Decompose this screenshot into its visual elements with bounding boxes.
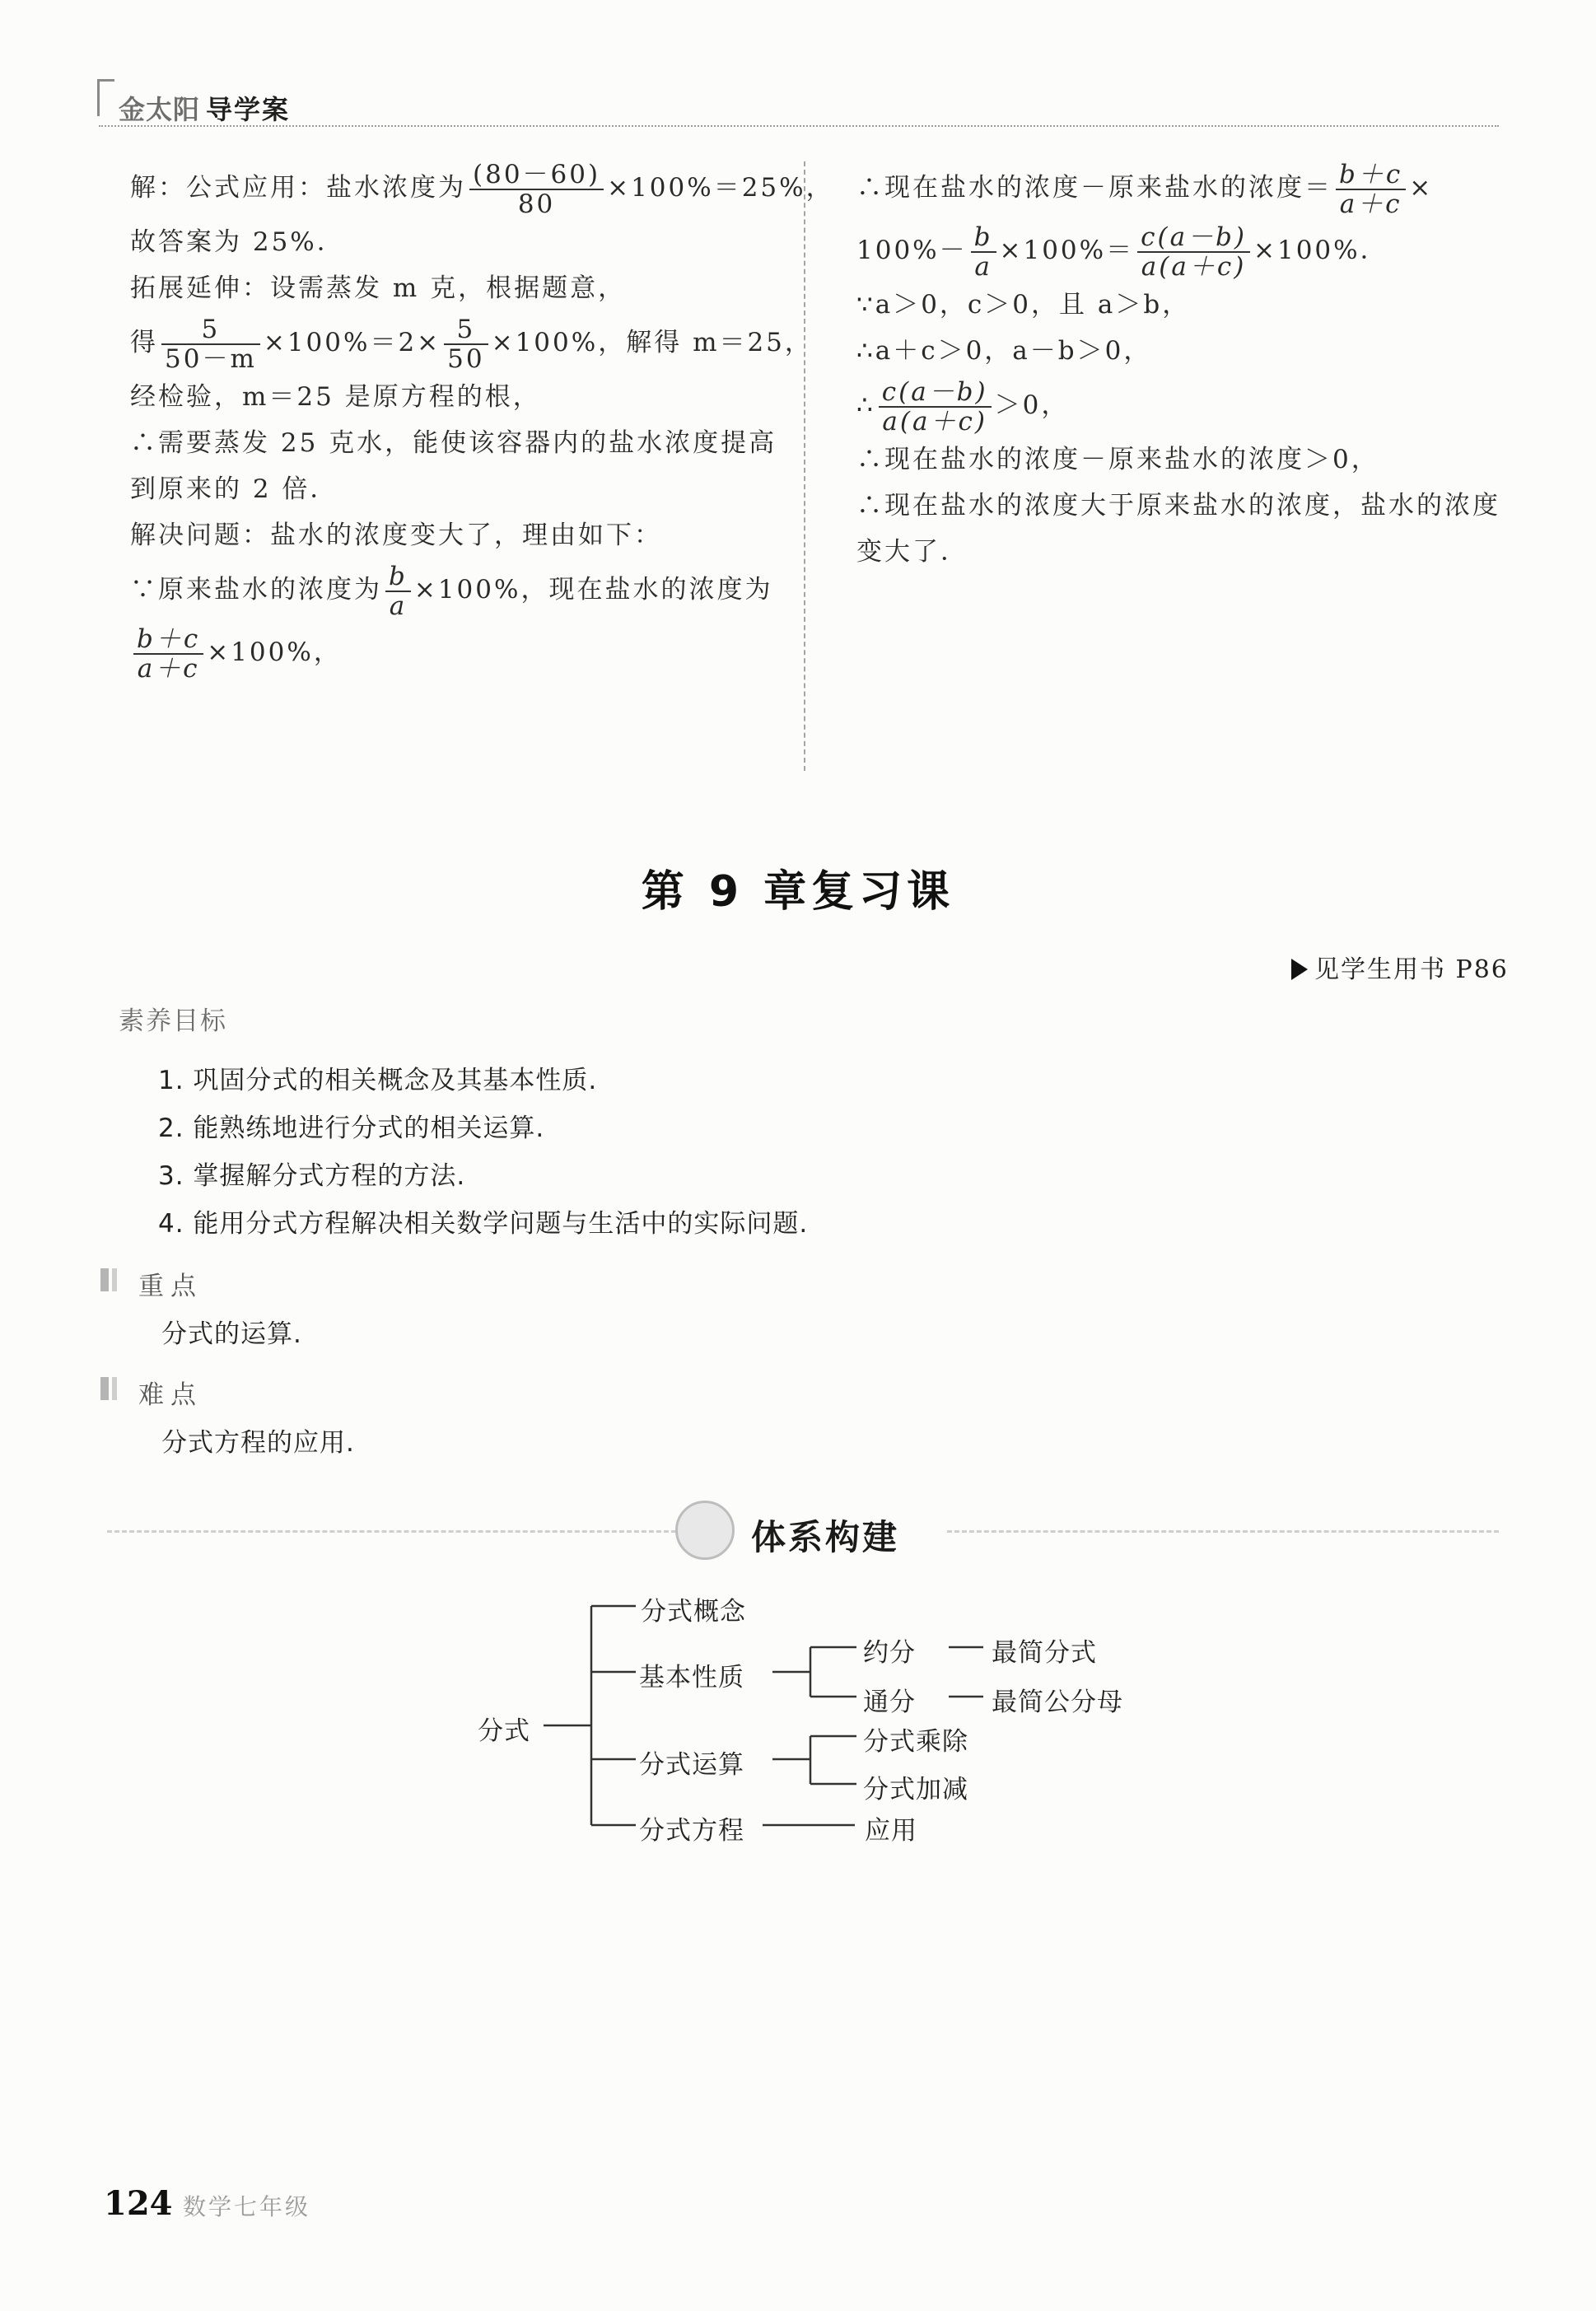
fraction: [1336, 161, 1406, 218]
solution-text: ∴: [856, 390, 875, 420]
solution-line-r2: [856, 219, 1515, 282]
fraction-numerator: c(a－b): [1137, 223, 1250, 253]
reference-text: 见学生用书 P86: [1314, 955, 1509, 984]
header-divider: [99, 125, 1499, 127]
fraction-numerator: 5: [444, 315, 488, 345]
difficulty-marker: [112, 1377, 117, 1400]
goal-item: 1. 巩固分式的相关概念及其基本性质.: [158, 1066, 598, 1095]
solution-line-r7: ∴现在盐水的浓度大于原来盐水的浓度，盐水的浓度: [856, 491, 1500, 521]
banner-rule-left: [107, 1530, 684, 1533]
key-point-text: 分式的运算.: [161, 1319, 302, 1349]
tree-node-reduce-result: 最简分式: [992, 1638, 1097, 1668]
fraction-denominator: a: [389, 591, 408, 621]
solution-text: ∵原来盐水的浓度为: [130, 575, 382, 605]
solution-line-5: 经检验，m＝25 是原方程的根，: [130, 382, 541, 412]
fraction-denominator: a＋c: [137, 653, 200, 684]
fraction-denominator: a＋c: [1339, 189, 1402, 219]
solution-text: ×100%，: [207, 637, 342, 667]
solution-line-6: ∴需要蒸发 25 克水，能使该容器内的盐水浓度提高: [130, 428, 777, 458]
solution-line-8: 解决问题：盐水的浓度变大了，理由如下：: [130, 521, 662, 550]
chapter-title: 第 9 章复习课: [641, 867, 955, 917]
tree-node-concept: 分式概念: [641, 1597, 746, 1627]
banner-rule-right: [947, 1530, 1499, 1533]
fraction: [161, 315, 260, 373]
solution-text: ×: [1409, 173, 1434, 203]
goals-heading: 素养目标: [119, 1006, 227, 1036]
header-corner-mark: [97, 79, 114, 116]
fraction: [1137, 223, 1250, 281]
solution-line-7: 到原来的 2 倍．: [130, 474, 338, 504]
solution-line-r6: ∴现在盐水的浓度－原来盐水的浓度＞0，: [856, 445, 1379, 474]
goal-item: 4. 能用分式方程解决相关数学问题与生活中的实际问题.: [158, 1209, 809, 1239]
tree-node-muldiv: 分式乘除: [863, 1727, 968, 1757]
solution-line-r3: ∵a＞0，c＞0，且 a＞b，: [856, 290, 1191, 320]
student-book-reference: [1291, 949, 1509, 985]
tree-node-addsub: 分式加减: [863, 1775, 968, 1804]
solution-text: ×100%＝: [999, 236, 1135, 265]
key-point-marker: [100, 1268, 109, 1291]
solution-line-9: [130, 558, 789, 621]
tree-node-property: 基本性质: [639, 1663, 744, 1692]
header-brand: 金太阳: [119, 94, 201, 125]
solution-text: ＞0，: [994, 390, 1070, 420]
footer-book-title: 数学七年级: [183, 2193, 311, 2220]
goal-item: 3. 掌握解分式方程的方法.: [158, 1161, 466, 1191]
solution-line-2: 故答案为 25%．: [130, 227, 345, 257]
column-divider: [804, 161, 805, 771]
key-point-label: 重点: [138, 1272, 203, 1301]
tree-node-reduce: 约分: [863, 1638, 916, 1668]
difficulty-label: 难点: [138, 1380, 203, 1410]
fraction: [133, 625, 203, 683]
tree-node-apply: 应用: [865, 1816, 917, 1846]
tree-node-ops: 分式运算: [639, 1750, 744, 1780]
solution-text: 解：公式应用：盐水浓度为: [130, 173, 466, 203]
fraction-denominator: 50: [447, 343, 485, 374]
fraction: [879, 378, 992, 436]
system-title: 体系构建: [751, 1517, 900, 1557]
solution-line-4: [130, 311, 813, 374]
left-column: [130, 156, 834, 684]
fraction-numerator: b＋c: [1336, 161, 1406, 190]
fraction-denominator: a: [974, 251, 992, 282]
fraction-denominator: 80: [517, 189, 556, 219]
solution-line-10: [130, 621, 789, 684]
solution-text: ×100%＝2×: [263, 328, 441, 357]
fraction-numerator: b: [971, 223, 996, 253]
solution-text: ×100%．: [1253, 236, 1388, 265]
solution-line-r5: [856, 374, 1515, 437]
solution-line-1: [130, 156, 834, 219]
fraction: [444, 315, 488, 373]
difficulty-marker: [100, 1377, 109, 1400]
solution-line-r1: [856, 156, 1515, 219]
fraction-numerator: c(a－b): [879, 378, 992, 408]
solution-line-r4: ∴a＋c＞0，a－b＞0，: [856, 336, 1152, 366]
solution-text: ×100%，解得 m＝25，: [491, 328, 813, 357]
solution-text: 100%－: [856, 236, 968, 265]
fraction: [971, 223, 996, 281]
fraction-numerator: 5: [161, 315, 260, 345]
tree-node-equation: 分式方程: [639, 1816, 744, 1846]
fraction-numerator: b: [385, 563, 411, 592]
tree-node-common-result: 最简公分母: [992, 1688, 1123, 1717]
solution-text: ×100%＝25%，: [607, 173, 834, 203]
solution-line-3: 拓展延伸：设需蒸发 m 克，根据题意，: [130, 273, 627, 303]
difficulty-text: 分式方程的应用.: [161, 1428, 355, 1458]
fraction-numerator: (80－60): [469, 161, 604, 190]
tree-root: 分式: [478, 1716, 530, 1746]
section-badge-icon: [675, 1501, 735, 1560]
page-number: 124: [104, 2184, 173, 2223]
goal-item: 2. 能熟练地进行分式的相关运算.: [158, 1113, 545, 1143]
key-point-marker: [112, 1268, 117, 1291]
fraction: [385, 563, 411, 620]
fraction: [469, 161, 604, 218]
fraction-denominator: a(a＋c): [882, 406, 987, 437]
solution-text: ∴现在盐水的浓度－原来盐水的浓度＝: [856, 173, 1332, 203]
fraction-denominator: 50－m: [165, 343, 257, 374]
header-title: 导学案: [206, 94, 291, 125]
fraction-numerator: b＋c: [133, 625, 203, 655]
play-arrow-icon: [1291, 959, 1308, 980]
solution-text: ×100%，现在盐水的浓度为: [413, 575, 773, 605]
fraction-denominator: a(a＋c): [1141, 251, 1247, 282]
right-column: [856, 156, 1515, 575]
tree-node-common: 通分: [863, 1688, 916, 1717]
solution-line-r8: 变大了．: [856, 537, 968, 567]
solution-text: 得: [130, 328, 158, 357]
